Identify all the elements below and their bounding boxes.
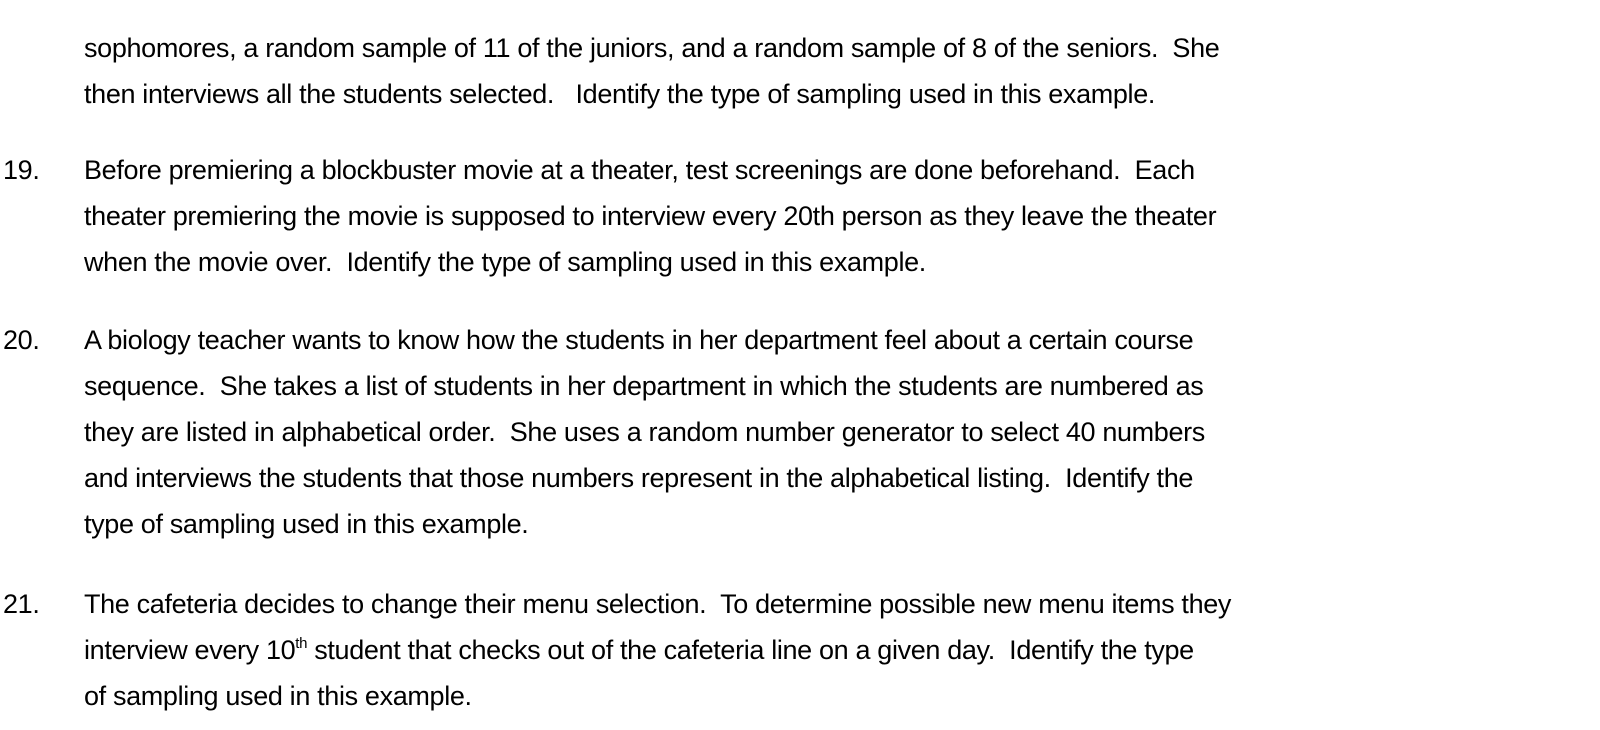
question-18-continued-text (84, 25, 1524, 117)
text-line-with-superscript (84, 627, 1524, 673)
text-line: sophomores, a random sample of 11 of the juniors, and a random sample of 8 of the seniors. She (84, 33, 1220, 63)
text-line: sequence. She takes a list of students in her department in which the students are numbered as (84, 371, 1204, 401)
text-line: of sampling used in this example. (84, 681, 472, 711)
ordinal-superscript: th (295, 635, 308, 652)
text-line: then interviews all the students selected. Identify the type of sampling used in this example. (84, 79, 1156, 109)
question-19-text (84, 147, 1524, 285)
text-fragment: interview every 10 (84, 635, 296, 665)
text-line: theater premiering the movie is supposed to interview every 20th person as they leave the theater (84, 201, 1217, 231)
text-fragment: student that checks out of the cafeteria line on a given day. Identify the type (307, 635, 1194, 665)
text-line: they are listed in alphabetical order. She uses a random number generator to select 40 numbers (84, 417, 1205, 447)
question-19-number: 19. (3, 155, 40, 185)
question-20-number: 20. (3, 325, 40, 355)
question-20-text (84, 317, 1524, 547)
question-21-number: 21. (3, 589, 40, 619)
text-line: A biology teacher wants to know how the students in her department feel about a certain course (84, 325, 1194, 355)
text-line: Before premiering a blockbuster movie at a theater, test screenings are done beforehand. Each (84, 155, 1195, 185)
text-line: type of sampling used in this example. (84, 509, 529, 539)
text-line: and interviews the students that those numbers represent in the alphabetical listing. Identify the (84, 463, 1194, 493)
text-line: when the movie over. Identify the type of sampling used in this example. (84, 247, 926, 277)
text-line: The cafeteria decides to change their menu selection. To determine possible new menu items they (84, 589, 1232, 619)
question-21-text (84, 581, 1524, 719)
